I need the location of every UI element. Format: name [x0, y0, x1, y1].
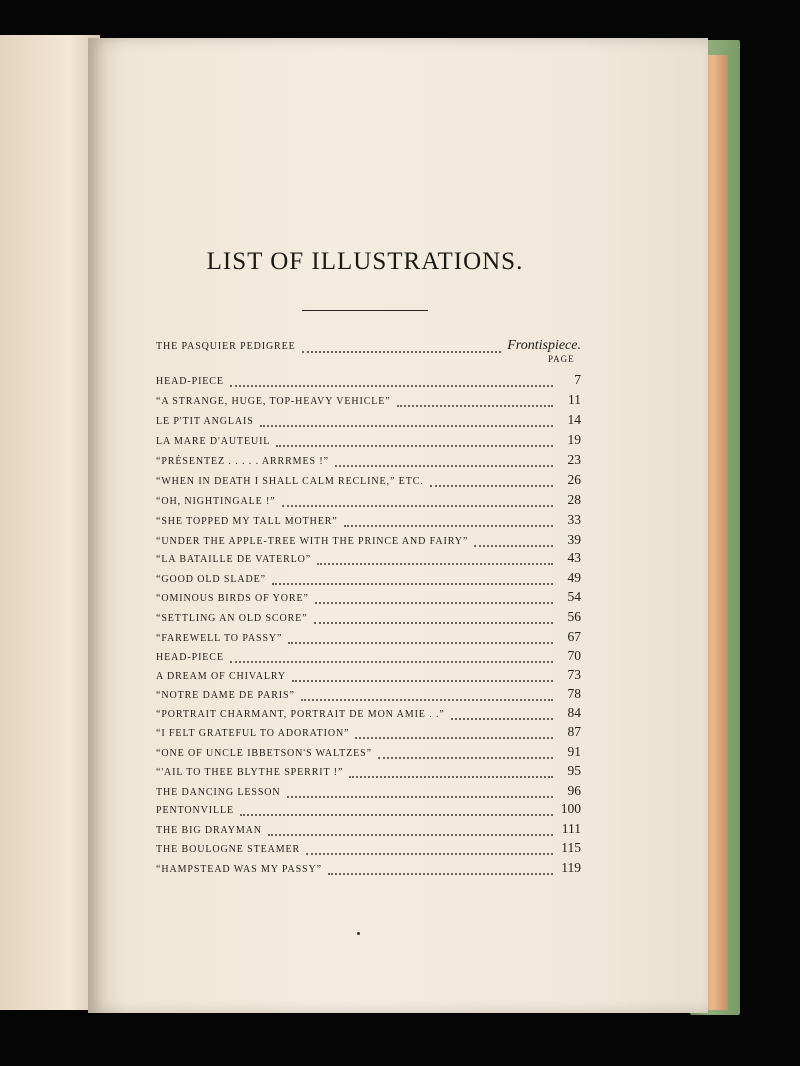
list-item: [156, 821, 581, 839]
dot-leader: [276, 444, 553, 447]
entry-title: “UNDER THE APPLE-TREE WITH THE PRINCE AND FAIRY”: [156, 536, 469, 547]
entry-page-number: 49: [567, 570, 581, 585]
entry-page-number: 119: [561, 860, 581, 875]
list-item: [156, 372, 581, 390]
entry-page-number: 56: [567, 609, 581, 624]
entry-title: “PRÉSENTEZ . . . . . ARRRMES !”: [156, 456, 329, 467]
list-item: [156, 648, 581, 666]
dot-leader: [335, 464, 553, 467]
entry-page-number: Frontispiece.: [507, 338, 581, 353]
list-item: [156, 783, 581, 801]
entry-page-number: 23: [567, 452, 581, 467]
dot-leader: [378, 756, 553, 759]
entry-page-number: 70: [567, 648, 581, 663]
list-item: [156, 744, 581, 762]
dot-leader: [349, 775, 553, 778]
dot-leader: [230, 660, 553, 663]
list-item: [156, 338, 581, 356]
list-item: [156, 705, 581, 723]
entry-title: THE BOULOGNE STEAMER: [156, 844, 301, 855]
entry-title: “PORTRAIT CHARMANT, PORTRAIT DE MON AMIE . .”: [156, 709, 445, 720]
entry-title: “OH, NIGHTINGALE !”: [156, 496, 276, 507]
entry-page-number: 100: [560, 801, 581, 816]
dot-leader: [430, 484, 553, 487]
entry-page-number: 111: [561, 821, 581, 836]
list-item: [156, 724, 581, 742]
entry-page-number: 28: [567, 492, 581, 507]
dot-leader: [355, 736, 553, 739]
entry-title: “LA BATAILLE DE VATERLO”: [156, 554, 312, 565]
entry-page-number: 84: [567, 705, 581, 720]
dot-leader: [288, 641, 553, 644]
entry-page-number: 78: [567, 686, 581, 701]
list-item: [156, 860, 581, 878]
dot-leader: [328, 872, 553, 875]
dot-leader: [240, 813, 553, 816]
list-item: [156, 840, 581, 858]
dot-leader: [397, 404, 553, 407]
entry-title: “NOTRE DAME DE PARIS”: [156, 690, 295, 701]
list-item: [156, 763, 581, 781]
entry-title: PENTONVILLE: [156, 805, 235, 816]
list-item: [156, 412, 581, 430]
dot-leader: [306, 852, 553, 855]
dot-leader: [317, 562, 553, 565]
list-item: [156, 550, 581, 568]
heading-text: LIST OF ILLUSTRATIONS.: [206, 248, 524, 275]
entry-page-number: 67: [567, 629, 581, 644]
dot-leader: [282, 504, 553, 507]
entry-page-number: 33: [567, 512, 581, 527]
entry-title: “OMINOUS BIRDS OF YORE”: [156, 593, 309, 604]
entry-page-number: 91: [567, 744, 581, 759]
entry-page-number: 26: [567, 472, 581, 487]
entry-title: “SHE TOPPED MY TALL MOTHER”: [156, 516, 338, 527]
entry-title: LA MARE D'AUTEUIL: [156, 436, 271, 447]
dot-leader: [314, 621, 553, 624]
list-item: [156, 472, 581, 490]
entry-title: “GOOD OLD SLADE”: [156, 574, 266, 585]
entry-title: A DREAM OF CHIVALRY: [156, 671, 286, 682]
entry-page-number: 54: [567, 589, 581, 604]
list-item: [156, 512, 581, 530]
list-item: [156, 492, 581, 510]
entry-page-number: 43: [567, 550, 581, 565]
dot-leader: [292, 679, 553, 682]
dot-leader: [451, 717, 553, 720]
entry-page-number: 11: [568, 392, 581, 407]
entry-page-number: 7: [574, 372, 581, 387]
entry-title: “I FELT GRATEFUL TO ADORATION”: [156, 728, 350, 739]
list-item: [156, 686, 581, 704]
entry-title: THE BIG DRAYMAN: [156, 825, 262, 836]
entry-title: LE P'TIT ANGLAIS: [156, 416, 254, 427]
entry-page-number: 87: [567, 724, 581, 739]
dot-leader: [272, 582, 553, 585]
entry-page-number: 19: [567, 432, 581, 447]
paper-speck: [357, 932, 360, 935]
entry-title: “WHEN IN DEATH I SHALL CALM RECLINE,” ETC.: [156, 476, 424, 487]
list-item: [156, 452, 581, 470]
dot-leader: [230, 384, 553, 387]
entry-title: “A STRANGE, HUGE, TOP-HEAVY VEHICLE”: [156, 396, 391, 407]
list-item: [156, 589, 581, 607]
page-column-label: PAGE: [548, 354, 575, 364]
list-item: [156, 801, 581, 819]
list-item: [156, 532, 581, 550]
list-item: [156, 609, 581, 627]
dot-leader: [268, 833, 553, 836]
dot-leader: [301, 698, 553, 701]
entry-page-number: 39: [567, 532, 581, 547]
dot-leader: [315, 601, 553, 604]
list-item: [156, 667, 581, 685]
dot-leader: [474, 544, 553, 547]
entry-page-number: 115: [561, 840, 581, 855]
entry-title: HEAD-PIECE: [156, 376, 224, 387]
entry-page-number: 96: [567, 783, 581, 798]
dot-leader: [260, 424, 553, 427]
list-item: [156, 392, 581, 410]
entry-title: “SETTLING AN OLD SCORE”: [156, 613, 308, 624]
entry-page-number: 14: [567, 412, 581, 427]
entry-title: “'AIL TO THEE BLYTHE SPERRIT !”: [156, 767, 344, 778]
dot-leader: [344, 524, 553, 527]
entry-title: “ONE OF UNCLE IBBETSON'S WALTZES”: [156, 748, 372, 759]
entry-title: THE DANCING LESSON: [156, 787, 281, 798]
dot-leader: [302, 350, 502, 353]
entry-page-number: 95: [567, 763, 581, 778]
entry-title: HEAD-PIECE: [156, 652, 224, 663]
entry-title: “HAMPSTEAD WAS MY PASSY”: [156, 864, 322, 875]
list-item: [156, 570, 581, 588]
entry-title: “FAREWELL TO PASSY”: [156, 633, 283, 644]
entry-title: THE PASQUIER PEDIGREE: [156, 341, 296, 352]
dot-leader: [287, 795, 553, 798]
list-item: [156, 432, 581, 450]
entry-page-number: 73: [567, 667, 581, 682]
list-item: [156, 629, 581, 647]
